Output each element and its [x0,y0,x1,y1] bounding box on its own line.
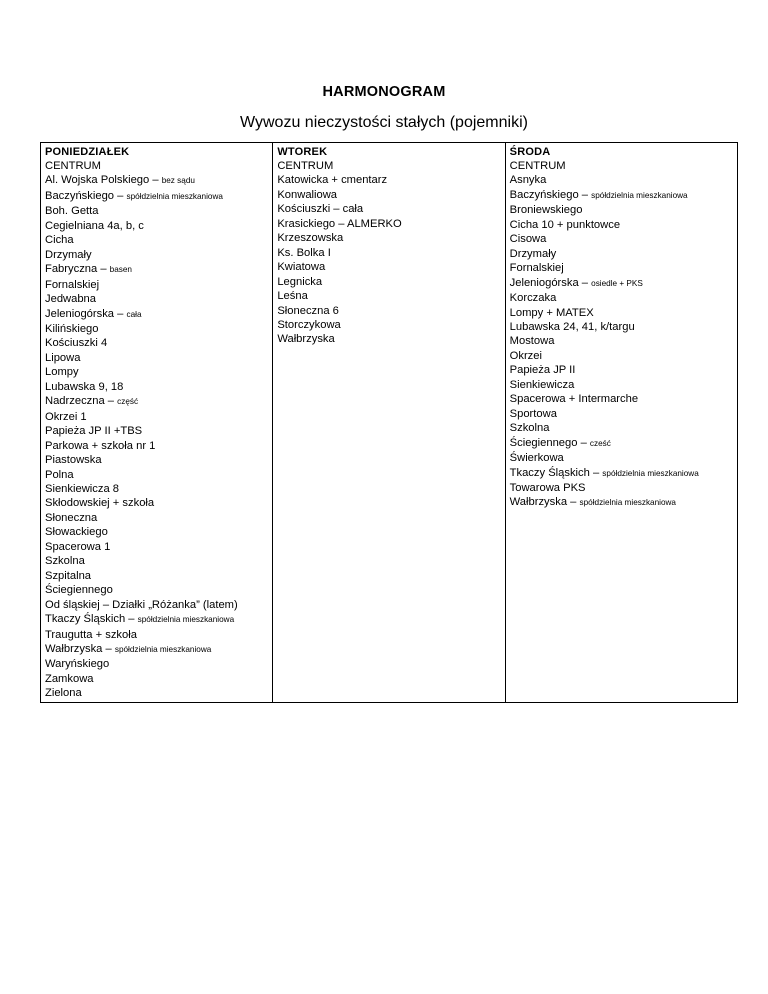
street-entry [510,188,734,203]
street-name: CENTRUM [509,160,566,172]
street-name: Tkaczy Śląskich – [45,613,138,626]
street-entry [277,246,501,260]
street-name: Okrzei 1 [45,410,87,423]
street-entry [45,540,269,554]
street-entry [45,248,269,262]
street-entry [45,525,269,539]
street-entry [510,495,734,510]
street-entry [510,159,734,173]
street-name: Szpitalna [45,569,92,582]
schedule-row [41,143,738,703]
street-entry [510,173,734,187]
street-name: Fornalskiej [509,262,564,275]
street-name: Boh. Getta [45,205,99,218]
street-name: Sportowa [509,407,557,420]
street-name: Szkolna [45,555,85,568]
street-name: Cicha 10 + punktowce [509,218,621,231]
street-entry [510,378,734,392]
street-name: Broniewskiego [509,204,583,217]
street-name: Ks. Bolka I [277,246,331,259]
street-name: Papieża JP II [509,364,576,377]
street-name: Storczykowa [277,318,341,331]
street-name: Jeleniogórska – [509,276,592,289]
street-entry [277,332,501,346]
street-name: Skłodowskiej + szkoła [45,497,155,510]
street-entry [510,451,734,465]
street-entry [45,424,269,438]
street-name: Lubawska 9, 18 [45,380,124,393]
street-name: Fornalskiej [45,278,100,291]
street-note: bez sądu [161,176,195,186]
street-name: Asnyka [509,174,547,187]
street-name: Lipowa [45,351,81,364]
street-entry [45,583,269,597]
street-entry [277,202,501,216]
street-entry [45,262,269,277]
street-entry [45,554,269,568]
street-entry [510,320,734,334]
street-entry [45,686,269,700]
street-name: Słoneczna [45,511,98,524]
street-entry [277,188,501,202]
street-name: Piastowska [45,454,102,467]
street-list-monday [45,159,269,701]
street-name: Leśna [277,290,308,303]
street-entry [45,511,269,525]
street-entry [277,275,501,289]
street-name: Szkolna [509,422,550,435]
street-entry [510,247,734,261]
street-entry [510,363,734,377]
street-entry [277,260,501,274]
street-name: Kilińskiego [45,322,99,335]
street-entry [45,380,269,394]
street-name: Jedwabna [45,293,97,306]
street-name: Jeleniogórska – [45,307,127,320]
street-entry [45,672,269,686]
street-entry [510,261,734,275]
street-name: Drzymały [509,247,557,260]
street-name: Wałbrzyska [277,333,335,346]
street-name: Mostowa [509,335,555,348]
street-entry [45,233,269,247]
street-name: Kościuszki 4 [45,337,108,350]
street-name: Cegielniana 4a, b, c [45,219,144,232]
street-name: Kościuszki – cała [277,203,364,216]
street-entry [45,482,269,496]
street-name: Fabryczna – [45,263,110,276]
document-subtitle: Wywozu nieczystości stałych (pojemniki) [240,114,528,131]
street-name: Tkaczy Śląskich – [509,466,603,479]
street-name: Zamkowa [45,672,94,685]
street-entry [45,278,269,292]
street-entry [45,292,269,306]
street-entry [45,410,269,424]
column-monday [41,143,273,703]
street-name: Ściegiennego [45,584,113,597]
street-entry [510,436,734,451]
street-name: Sienkiewicza 8 [45,482,119,495]
street-name: Sienkiewicza [509,378,575,391]
street-entry [510,407,734,421]
street-entry [45,204,269,218]
street-name: Korczaka [509,292,557,305]
street-name: Konwaliowa [277,188,338,201]
document-title: HARMONOGRAM [322,84,446,100]
street-entry [45,612,269,627]
street-entry [45,219,269,233]
street-entry [510,306,734,320]
street-entry [45,365,269,379]
street-entry [45,657,269,671]
street-entry [277,159,501,173]
column-header-tuesday: WTOREK [277,146,328,158]
street-entry [277,318,501,332]
street-entry [277,173,501,187]
street-note: spółdzielnia mieszkaniowa [126,191,223,201]
street-entry [277,304,501,318]
street-name: Spacerowa + Intermarche [509,393,639,406]
street-name: Katowicka + cmentarz [277,174,388,187]
street-name: Towarowa PKS [509,481,586,494]
street-entry [277,231,501,245]
street-name: Parkowa + szkoła nr 1 [45,439,156,452]
column-wednesday [505,143,737,703]
street-entry [45,336,269,350]
street-name: Krasickiego – ALMERKO [277,217,402,230]
street-entry [45,628,269,642]
street-name: Ściegiennego – [509,436,590,449]
street-entry [45,322,269,336]
street-entry [510,232,734,246]
street-entry [45,496,269,510]
street-entry [510,334,734,348]
street-list-tuesday [277,159,501,347]
street-name: Polna [45,468,74,481]
street-entry [510,291,734,305]
street-name: Lubawska 24, 41, k/targu [509,320,635,333]
street-name: Spacerowa 1 [45,540,111,553]
street-name: CENTRUM [277,160,334,172]
street-name: Cicha [45,234,74,247]
street-entry [510,392,734,406]
street-note: cześć [589,438,611,448]
street-entry [45,468,269,482]
street-name: Papieża JP II +TBS [45,425,143,438]
street-name: Wałbrzyska – [509,496,580,509]
street-note: część [117,397,139,407]
column-header-monday: PONIEDZIAŁEK [45,146,130,158]
column-tuesday [273,143,505,703]
street-entry [510,466,734,481]
street-name: Od śląskiej – Działki „Różanka” (latem) [45,598,238,611]
street-name: Słoneczna 6 [277,304,339,317]
street-note: spółdzielnia mieszkaniowa [602,468,699,478]
street-entry [45,307,269,322]
schedule-table [40,142,738,703]
street-name: Traugutta + szkoła [45,628,137,641]
street-name: Baczyńskiego – [509,188,592,201]
street-entry [45,598,269,612]
street-entry [45,569,269,583]
street-name: CENTRUM [45,160,101,172]
street-note: spółdzielnia mieszkaniowa [114,644,212,654]
street-name: Al. Wojska Polskiego – [45,174,162,187]
street-list-wednesday [510,159,734,511]
street-name: Waryńskiego [45,658,110,671]
street-entry [45,453,269,467]
street-name: Baczyńskiego – [45,189,127,202]
street-entry [277,217,501,231]
street-name: Cisowa [509,233,547,246]
street-name: Legnicka [277,275,323,288]
street-entry [45,394,269,409]
street-entry [510,349,734,363]
street-name: Zielona [45,687,82,700]
street-note: spółdzielnia mieszkaniowa [137,615,235,625]
street-note: basen [109,265,132,275]
street-entry [45,173,269,188]
street-entry [510,421,734,435]
street-entry [45,351,269,365]
street-name: Świerkowa [509,452,564,465]
street-note: spółdzielnia mieszkaniowa [579,498,676,508]
street-name: Okrzei [509,349,542,362]
street-note: osiedle + PKS [591,278,643,288]
street-entry [510,203,734,217]
street-entry [277,289,501,303]
street-name: Kwiatowa [277,261,326,274]
street-name: Wałbrzyska – [45,642,115,655]
street-entry [45,439,269,453]
street-entry [45,189,269,204]
column-header-wednesday: ŚRODA [509,146,551,158]
street-entry [45,642,269,657]
street-entry [510,276,734,291]
street-name: Lompy + MATEX [509,306,594,319]
street-name: Drzymały [45,248,92,261]
street-name: Lompy [45,366,79,379]
street-entry [45,159,269,173]
street-note: cała [126,309,142,319]
street-entry [510,218,734,232]
street-name: Słowackiego [45,526,108,539]
street-name: Krzeszowska [277,232,344,245]
street-entry [510,481,734,495]
street-name: Nadrzeczna – [45,395,118,408]
street-note: spółdzielnia mieszkaniowa [591,190,688,200]
